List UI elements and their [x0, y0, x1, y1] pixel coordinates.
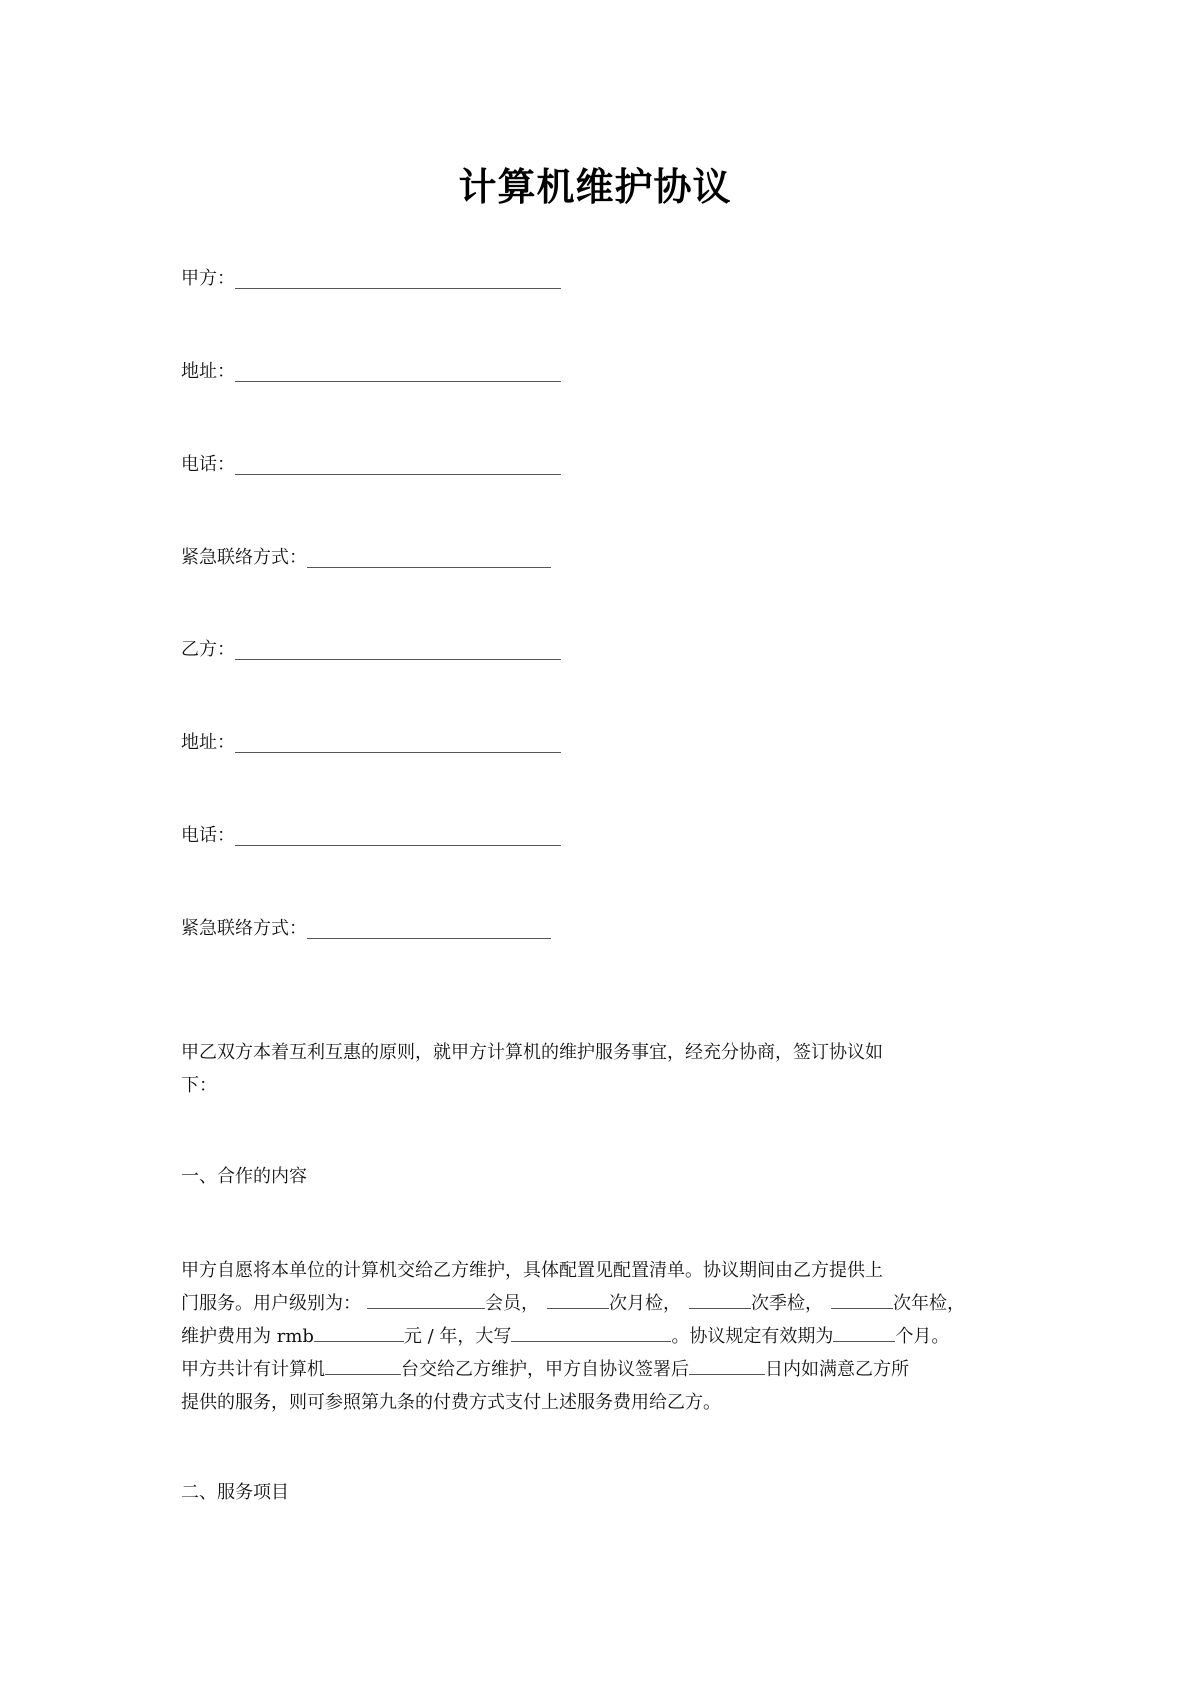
party-b-emergency-label: 紧急联络方式：: [181, 918, 307, 939]
party-b-address-blank[interactable]: [235, 730, 561, 753]
party-a-address-blank[interactable]: [235, 359, 561, 382]
party-a-name-blank[interactable]: [235, 266, 561, 289]
party-a-phone-label: 电话：: [181, 454, 235, 475]
text-fee-rmb: 维护费用为 rmb: [181, 1326, 314, 1347]
party-b-phone-blank[interactable]: [235, 823, 561, 846]
party-a-address-field: [181, 355, 561, 385]
party-b-phone-field: [181, 819, 561, 849]
party-b-name-field: [181, 633, 561, 663]
party-a-phone-field: [181, 448, 561, 478]
party-a-emergency-blank[interactable]: [307, 545, 551, 568]
annual-check-blank[interactable]: [831, 1290, 893, 1309]
monthly-check-blank[interactable]: [547, 1290, 609, 1309]
text-computer-count: 甲方共计有计算机: [181, 1359, 325, 1380]
section-1-heading: 一、合作的内容: [181, 1166, 307, 1187]
party-a-name-label: 甲方：: [181, 268, 235, 289]
section-1-line-2: [181, 1287, 1021, 1320]
party-b-address-label: 地址：: [181, 732, 235, 753]
section-2-heading: 二、服务项目: [181, 1482, 289, 1503]
section-1-line-5: 提供的服务，则可参照第九条的付费方式支付上述服务费用给乙方。: [181, 1392, 721, 1413]
text-monthly-check: 次月检，: [609, 1293, 681, 1314]
text-user-level-label: 门服务。用户级别为：: [181, 1293, 361, 1314]
party-a-emergency-field: [181, 541, 551, 571]
validity-months-blank[interactable]: [833, 1323, 895, 1342]
text-quarterly-check: 次季检，: [751, 1293, 823, 1314]
preamble-paragraph: [181, 1036, 1021, 1102]
party-b-name-label: 乙方：: [181, 639, 235, 660]
member-level-blank[interactable]: [367, 1290, 485, 1309]
party-b-emergency-field: [181, 912, 551, 942]
text-member: 会员，: [485, 1293, 539, 1314]
fee-uppercase-blank[interactable]: [511, 1323, 671, 1342]
party-b-name-blank[interactable]: [235, 637, 561, 660]
party-b-emergency-blank[interactable]: [307, 916, 551, 939]
computer-count-blank[interactable]: [325, 1356, 401, 1375]
party-a-address-label: 地址：: [181, 361, 235, 382]
quarterly-check-blank[interactable]: [689, 1290, 751, 1309]
section-1-line-3: [181, 1320, 1021, 1353]
party-b-address-field: [181, 726, 561, 756]
preamble-line-2: 下：: [181, 1075, 217, 1096]
party-a-emergency-label: 紧急联络方式：: [181, 547, 307, 568]
document-title: 计算机维护协议: [458, 165, 732, 209]
text-after-signing: 台交给乙方维护，甲方自协议签署后: [401, 1359, 689, 1380]
text-satisfied: 日内如满意乙方所: [765, 1359, 909, 1380]
section-1-paragraph: [181, 1254, 1021, 1419]
party-b-phone-label: 电话：: [181, 825, 235, 846]
party-a-phone-blank[interactable]: [235, 452, 561, 475]
preamble-line-1: 甲乙双方本着互利互惠的原则，就甲方计算机的维护服务事宜，经充分协商，签订协议如: [181, 1042, 883, 1063]
fee-amount-blank[interactable]: [314, 1323, 404, 1342]
text-months: 个月。: [895, 1326, 950, 1347]
text-annual-check: 次年检，: [893, 1293, 965, 1314]
section-1-line-4: [181, 1353, 1021, 1386]
days-blank[interactable]: [689, 1356, 765, 1375]
section-1-line-1: 甲方自愿将本单位的计算机交给乙方维护，具体配置见配置清单。协议期间由乙方提供上: [181, 1260, 883, 1281]
text-validity: 。协议规定有效期为: [671, 1326, 834, 1347]
text-fee-uppercase: 元 / 年，大写: [403, 1326, 512, 1347]
party-a-name-field: [181, 262, 561, 292]
